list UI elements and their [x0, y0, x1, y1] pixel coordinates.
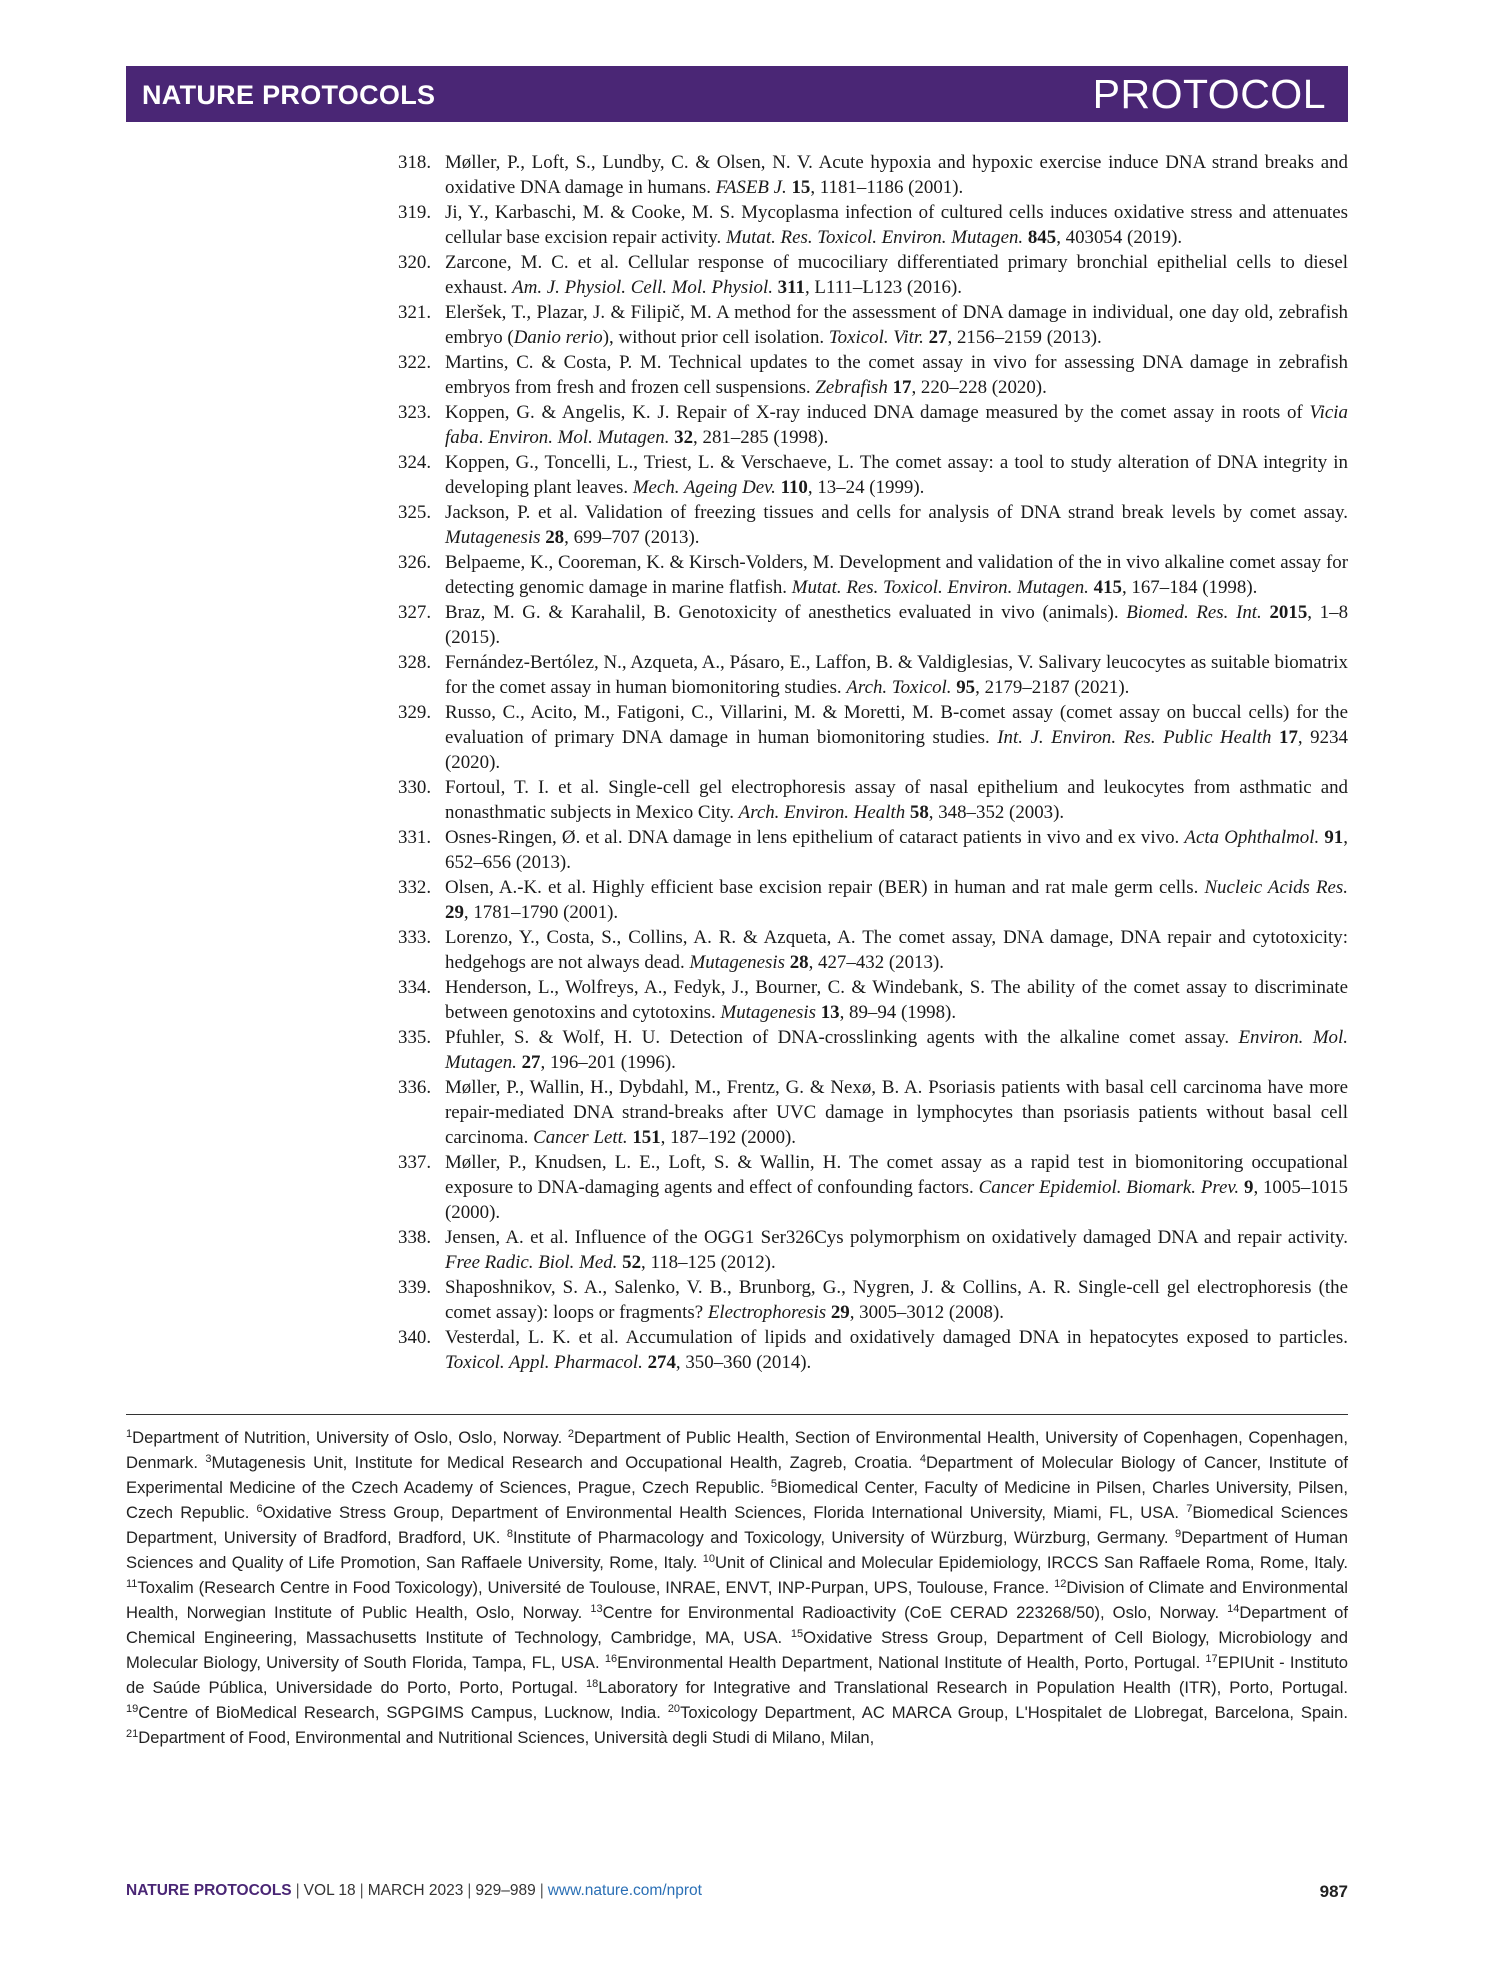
reference-journal: Cancer Epidemiol. Biomark. Prev.	[978, 1177, 1240, 1198]
affiliation-entry	[668, 1703, 1348, 1722]
reference-journal: Mutagenesis	[445, 527, 541, 548]
reference-journal: Cancer Lett.	[533, 1127, 628, 1148]
reference-volume: 311	[777, 277, 805, 298]
affiliation-text: Centre of BioMedical Research, SGPGIMS Campus, Lucknow, India.	[138, 1703, 661, 1722]
reference-authors: Henderson, L., Wolfreys, A., Fedyk, J., Bourner, C. & Windebank, S.	[445, 977, 985, 998]
reference-title-end: .	[478, 427, 484, 448]
reference-title: Accumulation of lipids and oxidatively damaged DNA in hepatocytes exposed to particles.	[625, 1327, 1348, 1348]
reference-item	[398, 1150, 1348, 1225]
reference-pages-year: , 13–24 (1999).	[807, 477, 925, 498]
affiliation-number: 20	[667, 1703, 681, 1715]
reference-item	[398, 1075, 1348, 1150]
affiliation-text: Department of Nutrition, University of Oslo, Oslo, Norway.	[132, 1428, 563, 1447]
reference-journal: Arch. Toxicol.	[846, 677, 952, 698]
reference-journal: Electrophoresis	[707, 1302, 827, 1323]
reference-item	[398, 1275, 1348, 1325]
reference-number: 332.	[398, 877, 432, 898]
reference-authors: Jensen, A. et al.	[445, 1227, 569, 1248]
reference-pages-year: , 652–656 (2013).	[445, 827, 1348, 873]
reference-volume: 151	[632, 1127, 661, 1148]
reference-pages-year: , 2179–2187 (2021).	[975, 677, 1130, 698]
reference-number: 321.	[398, 302, 432, 323]
reference-title: B-comet assay (comet assay on buccal cells) for the evaluation of primary DNA damage in human biomonitoring studies.	[445, 702, 1348, 748]
reference-journal: Zebrafish	[815, 377, 888, 398]
reference-item	[398, 500, 1348, 550]
reference-volume: 415	[1093, 577, 1122, 598]
reference-title: Mycoplasma infection of cultured cells induces oxidative stress and attenuates cellular base excision repair activity.	[445, 202, 1348, 248]
reference-item	[398, 650, 1348, 700]
affiliation-text: Department of Food, Environmental and Nutritional Sciences, Università degli Studi di Milano, Milan,	[138, 1728, 875, 1747]
reference-title: A method for the assessment of DNA damage in individual, one day old, zebrafish embryo (	[445, 302, 1348, 348]
affiliation-text: Institute of Pharmacology and Toxicology, University of Würzburg, Würzburg, Germany.	[512, 1528, 1169, 1547]
reference-journal: Arch. Environ. Health	[738, 802, 906, 823]
reference-number: 326.	[398, 552, 432, 573]
reference-number: 330.	[398, 777, 432, 798]
reference-volume: 110	[780, 477, 808, 498]
reference-authors: Martins, C. & Costa, P. M.	[445, 352, 662, 373]
reference-journal: Mutagenesis	[689, 952, 785, 973]
reference-authors: Lorenzo, Y., Costa, S., Collins, A. R. & Azqueta, A.	[445, 927, 856, 948]
affiliation-text: Oxidative Stress Group, Department of Cell Biology, Microbiology and Molecular Biology, University of South Florida, Tampa, FL, USA.	[126, 1628, 1348, 1672]
reference-title: The comet assay: a tool to study alteration of DNA integrity in developing plant leaves.	[445, 452, 1348, 498]
reference-authors: Olsen, A.-K. et al.	[445, 877, 587, 898]
reference-title: Single-cell gel electrophoresis assay of nasal epithelium and leukocytes from asthmatic and nonasthmatic subjects in Mexico City.	[445, 777, 1349, 823]
reference-volume: 274	[647, 1352, 676, 1373]
affiliation-text: Department of Public Health, Section of Environmental Health, University of Copenhagen, Copenhagen, Denmark.	[126, 1428, 1348, 1472]
reference-item	[398, 200, 1348, 250]
reference-item	[398, 1225, 1348, 1275]
reference-number: 319.	[398, 202, 432, 223]
reference-number: 323.	[398, 402, 432, 423]
affiliation-entry	[126, 1578, 1049, 1597]
reference-journal: Mutat. Res. Toxicol. Environ. Mutagen.	[725, 227, 1024, 248]
affiliation-number: 1	[126, 1428, 133, 1440]
affiliation-entry	[605, 1653, 1200, 1672]
reference-title-species: Danio rerio	[513, 327, 603, 348]
affiliation-text: Oxidative Stress Group, Department of Environmental Health Sciences, Florida International University, Miami, FL, USA.	[262, 1503, 1180, 1522]
affiliation-text: Centre for Environmental Radioactivity (CoE CERAD 223268/50), Oslo, Norway.	[602, 1603, 1220, 1622]
reference-pages-year: , 699–707 (2013).	[564, 527, 700, 548]
reference-title: The ability of the comet assay to discriminate between genotoxins and cytotoxins.	[445, 977, 1348, 1023]
reference-number: 333.	[398, 927, 432, 948]
reference-pages-year: , 118–125 (2012).	[641, 1252, 776, 1273]
reference-volume: 91	[1324, 827, 1344, 848]
reference-pages-year: , 1181–1186 (2001).	[810, 177, 964, 198]
reference-item	[398, 150, 1348, 200]
footer-journal: NATURE PROTOCOLS	[126, 1882, 292, 1899]
reference-title: The comet assay, DNA damage, DNA repair and cytotoxicity: hedgehogs are not always dead.	[445, 927, 1348, 973]
reference-volume: 17	[1279, 727, 1298, 748]
reference-journal: FASEB J.	[715, 177, 787, 198]
reference-journal: Environ. Mol. Mutagen.	[445, 1027, 1348, 1073]
affiliation-text: Mutagenesis Unit, Institute for Medical Research and Occupational Health, Zagreb, Croatia.	[211, 1453, 913, 1472]
reference-number: 329.	[398, 702, 432, 723]
affiliation-number: 18	[586, 1678, 599, 1690]
reference-number: 322.	[398, 352, 432, 373]
reference-title: Detection of DNA-crosslinking agents with the alkaline comet assay.	[669, 1027, 1230, 1048]
reference-pages-year: , 187–192 (2000).	[660, 1127, 797, 1148]
affiliation-entry	[586, 1678, 1348, 1697]
reference-authors: Fernández-Bertólez, N., Azqueta, A., Pásaro, E., Laffon, B. & Valdiglesias, V.	[445, 652, 1034, 673]
affiliation-number: 13	[590, 1603, 603, 1615]
reference-title: DNA damage in lens epithelium of cataract patients in vivo and ex vivo.	[627, 827, 1180, 848]
reference-list	[398, 150, 1348, 1375]
reference-pages-year: , 403054 (2019).	[1056, 227, 1183, 248]
reference-pages-year: , 220–228 (2020).	[911, 377, 1047, 398]
reference-number: 334.	[398, 977, 432, 998]
reference-item	[398, 400, 1348, 450]
reference-title: Salivary leucocytes as suitable biomatrix for the comet assay in human biomonitoring studies.	[445, 652, 1348, 698]
reference-pages-year: , 281–285 (1998).	[693, 427, 829, 448]
reference-volume: 9	[1243, 1177, 1254, 1198]
reference-volume: 27	[928, 327, 948, 348]
reference-journal: Am. J. Physiol. Cell. Mol. Physiol.	[512, 277, 773, 298]
affiliation-entry	[703, 1553, 1348, 1572]
footer-date: MARCH 2023	[367, 1882, 464, 1899]
affiliation-number: 19	[126, 1703, 139, 1715]
reference-journal: Mutat. Res. Toxicol. Environ. Mutagen.	[791, 577, 1089, 598]
reference-title: Genotoxicity of anesthetics evaluated in vivo (animals).	[678, 602, 1119, 623]
reference-volume: 29	[830, 1302, 850, 1323]
reference-number: 327.	[398, 602, 432, 623]
reference-authors: Fortoul, T. I. et al.	[445, 777, 600, 798]
reference-volume: 17	[892, 377, 912, 398]
reference-pages-year: , 1781–1790 (2001).	[463, 902, 619, 923]
reference-item	[398, 1025, 1348, 1075]
reference-pages-year: , 89–94 (1998).	[839, 1002, 957, 1023]
affiliation-text: Toxicology Department, AC MARCA Group, L'Hospitalet de Llobregat, Barcelona, Spain.	[680, 1703, 1348, 1722]
affiliation-number: 16	[604, 1653, 618, 1665]
affiliation-entry	[126, 1428, 562, 1447]
affiliation-entry	[126, 1703, 661, 1722]
page-footer: NATURE PROTOCOLS | VOL 18 | MARCH 2023 | 929–989 | www.nature.com/nprot 987	[126, 1882, 1348, 1901]
reference-journal: Environ. Mol. Mutagen.	[488, 427, 670, 448]
affiliation-number: 6	[256, 1503, 263, 1515]
reference-volume: 2015	[1269, 602, 1308, 623]
reference-journal: Mutagenesis	[720, 1002, 816, 1023]
reference-journal: Toxicol. Vitr.	[828, 327, 924, 348]
reference-item	[398, 925, 1348, 975]
reference-journal: Free Radic. Biol. Med.	[445, 1252, 618, 1273]
affiliation-text: Toxalim (Research Centre in Food Toxicology), Université de Toulouse, INRAE, ENVT, INP-Purpan, UPS, Toulouse, France.	[137, 1578, 1050, 1597]
reference-authors: Osnes-Ringen, Ø. et al.	[445, 827, 623, 848]
reference-authors: Zarcone, M. C. et al.	[445, 252, 619, 273]
reference-journal: Int. J. Environ. Res. Public Health	[997, 727, 1272, 748]
reference-title: Cellular response of mucociliary differentiated primary bronchial epithelial cells to diesel exhaust.	[445, 252, 1349, 298]
reference-authors: Vesterdal, L. K. et al.	[445, 1327, 619, 1348]
reference-volume: 845	[1027, 227, 1057, 248]
reference-authors: Ji, Y., Karbaschi, M. & Cooke, M. S.	[445, 202, 735, 223]
reference-authors: Møller, P., Knudsen, L. E., Loft, S. & Wallin, H.	[445, 1152, 842, 1173]
reference-journal: Biomed. Res. Int.	[1126, 602, 1262, 623]
reference-journal: Toxicol. Appl. Pharmacol.	[445, 1352, 643, 1373]
reference-pages-year: , 1–8 (2015).	[445, 602, 1349, 648]
reference-number: 335.	[398, 1027, 432, 1048]
affiliation-number: 7	[1186, 1503, 1193, 1515]
reference-pages-year: , 350–360 (2014).	[675, 1352, 812, 1373]
affiliation-entry	[205, 1453, 912, 1472]
reference-authors: Russo, C., Acito, M., Fatigoni, C., Villarini, M. & Moretti, M.	[445, 702, 934, 723]
reference-item	[398, 550, 1348, 600]
affiliation-number: 8	[506, 1528, 513, 1540]
footer-pages: 929–989	[475, 1882, 536, 1899]
reference-authors: Koppen, G. & Angelis, K. J.	[445, 402, 670, 423]
reference-item	[398, 300, 1348, 350]
reference-title: Development and validation of the in vivo alkaline comet assay for detecting genomic damage in marine flatfish.	[445, 552, 1348, 598]
reference-number: 336.	[398, 1077, 432, 1098]
reference-title: Influence of the OGG1 Ser326Cys polymorphism on oxidatively damaged DNA and repair activity.	[574, 1227, 1348, 1248]
affiliation-number: 21	[126, 1728, 139, 1740]
reference-authors: Braz, M. G. & Karahalil, B.	[445, 602, 671, 623]
affiliation-text: EPIUnit - Instituto de Saúde Pública, Universidade do Porto, Porto, Portugal.	[126, 1653, 1348, 1697]
reference-authors: Jackson, P. et al.	[445, 502, 578, 523]
reference-volume: 95	[956, 677, 976, 698]
reference-pages-year: , 1005–1015 (2000).	[445, 1177, 1348, 1223]
affiliation-text: Department of Chemical Engineering, Massachusetts Institute of Technology, Cambridge, MA, USA.	[126, 1603, 1348, 1647]
affiliation-entry	[126, 1728, 874, 1747]
reference-authors: Koppen, G., Toncelli, L., Triest, L. & Verschaeve, L.	[445, 452, 855, 473]
reference-item	[398, 700, 1348, 775]
affiliation-number: 15	[790, 1628, 804, 1640]
reference-pages-year: , 2156–2159 (2013).	[947, 327, 1102, 348]
reference-pages-year: , 427–432 (2013).	[808, 952, 944, 973]
affiliation-divider	[126, 1414, 1348, 1415]
reference-pages-year: , L111–L123 (2016).	[804, 277, 963, 298]
reference-pages-year: , 9234 (2020).	[445, 727, 1348, 773]
reference-item	[398, 250, 1348, 300]
reference-volume: 32	[674, 427, 694, 448]
reference-item	[398, 600, 1348, 650]
reference-number: 328.	[398, 652, 432, 673]
reference-authors: Belpaeme, K., Cooreman, K. & Kirsch-Volders, M.	[445, 552, 835, 573]
affiliation-text: Environmental Health Department, National Institute of Health, Porto, Portugal.	[617, 1653, 1201, 1672]
footer-url-link[interactable]: www.nature.com/nprot	[547, 1882, 702, 1899]
reference-title-end: ), without prior cell isolation.	[602, 327, 825, 348]
reference-volume: 28	[545, 527, 565, 548]
reference-volume: 13	[820, 1002, 840, 1023]
reference-pages-year: , 348–352 (2003).	[928, 802, 1065, 823]
affiliation-number: 3	[205, 1453, 212, 1465]
affiliation-entry	[590, 1603, 1219, 1622]
reference-pages-year: , 167–184 (1998).	[1121, 577, 1258, 598]
reference-authors: Pfuhler, S. & Wolf, H. U.	[445, 1027, 661, 1048]
reference-title: Highly efficient base excision repair (BER) in human and rat male germ cells.	[592, 877, 1199, 898]
affiliation-text: Biomedical Sciences Department, University of Bradford, Bradford, UK.	[126, 1503, 1348, 1547]
reference-authors: Møller, P., Wallin, H., Dybdahl, M., Frentz, G. & Nexø, B. A.	[445, 1077, 923, 1098]
reference-item	[398, 450, 1348, 500]
affiliation-text: Department of Human Sciences and Quality of Life Promotion, San Raffaele University, Rome, Italy.	[126, 1528, 1348, 1572]
reference-number: 338.	[398, 1227, 432, 1248]
reference-journal: Nucleic Acids Res.	[1204, 877, 1348, 898]
affiliation-number: 14	[1227, 1603, 1240, 1615]
reference-authors: Eleršek, T., Plazar, J. & Filipič, M.	[445, 302, 712, 323]
reference-authors: Møller, P., Loft, S., Lundby, C. & Olsen, N. V.	[445, 152, 813, 173]
reference-item	[398, 1325, 1348, 1375]
reference-title: Acute hypoxia and hypoxic exercise induce DNA strand breaks and oxidative DNA damage in humans.	[445, 152, 1348, 198]
affiliation-number: 5	[770, 1478, 777, 1490]
reference-title: Technical updates to the comet assay in vivo for assessing DNA damage in zebrafish embryos from fresh and frozen cell suspensions.	[445, 352, 1348, 398]
reference-item	[398, 825, 1348, 875]
affiliations-block	[126, 1425, 1348, 1750]
affiliation-number: 4	[919, 1453, 926, 1465]
reference-volume: 28	[789, 952, 809, 973]
reference-number: 325.	[398, 502, 432, 523]
reference-title-species: Vicia faba	[445, 402, 1348, 448]
reference-volume: 15	[791, 177, 811, 198]
affiliation-number: 12	[1054, 1578, 1067, 1590]
reference-volume: 29	[445, 902, 464, 923]
affiliation-number: 17	[1205, 1653, 1218, 1665]
affiliation-text: Biomedical Center, Faculty of Medicine in Pilsen, Charles University, Pilsen, Czech Republic.	[126, 1478, 1348, 1522]
reference-title: Validation of freezing tissues and cells for analysis of DNA strand break levels by comet assay.	[585, 502, 1348, 523]
reference-title: Psoriasis patients with basal cell carcinoma have more repair-mediated DNA strand-breaks after UVC damage in lymphocytes than psoriasis patients without basal cell carcinoma.	[445, 1077, 1348, 1148]
page-number: 987	[1319, 1882, 1348, 1901]
reference-title: The comet assay as a rapid test in biomonitoring occupational exposure to DNA-damaging agents and effect of confounding factors.	[445, 1152, 1348, 1198]
reference-title: Repair of X-ray induced DNA damage measured by the comet assay in roots of	[676, 402, 1303, 423]
reference-volume: 52	[622, 1252, 642, 1273]
affiliation-entry	[507, 1528, 1169, 1547]
reference-pages-year: , 3005–3012 (2008).	[849, 1302, 1004, 1323]
reference-number: 331.	[398, 827, 432, 848]
affiliation-number: 9	[1174, 1528, 1182, 1540]
reference-item	[398, 875, 1348, 925]
reference-journal: Acta Ophthalmol.	[1184, 827, 1320, 848]
affiliation-text: Unit of Clinical and Molecular Epidemiology, IRCCS San Raffaele Roma, Rome, Italy.	[715, 1553, 1348, 1572]
journal-name: NATURE PROTOCOLS	[142, 80, 436, 110]
reference-item	[398, 975, 1348, 1025]
page-header-bar	[126, 66, 1348, 122]
reference-journal: Mech. Ageing Dev.	[632, 477, 776, 498]
affiliation-text: Department of Molecular Biology of Cancer, Institute of Experimental Medicine of the Czech Academy of Sciences, Prague, Czech Republic.	[126, 1453, 1348, 1497]
reference-number: 339.	[398, 1277, 432, 1298]
footer-volume: VOL 18	[303, 1882, 356, 1899]
affiliation-text: Division of Climate and Environmental Health, Norwegian Institute of Public Health, Oslo, Norway.	[126, 1578, 1348, 1622]
affiliation-entry	[257, 1503, 1179, 1522]
reference-number: 337.	[398, 1152, 432, 1173]
affiliation-number: 10	[702, 1553, 716, 1565]
reference-item	[398, 775, 1348, 825]
article-type: PROTOCOL	[1092, 71, 1326, 117]
reference-number: 320.	[398, 252, 432, 273]
affiliation-number: 2	[567, 1428, 574, 1440]
reference-pages-year: , 196–201 (1996).	[540, 1052, 676, 1073]
reference-title: Single-cell gel electrophoresis (the comet assay): loops or fragments?	[445, 1277, 1348, 1323]
affiliation-number: 11	[126, 1578, 138, 1590]
reference-item	[398, 350, 1348, 400]
reference-volume: 27	[521, 1052, 541, 1073]
reference-volume: 58	[909, 802, 929, 823]
reference-number: 324.	[398, 452, 432, 473]
reference-number: 340.	[398, 1327, 432, 1348]
affiliation-text: Laboratory for Integrative and Translational Research in Population Health (ITR), Porto, Portugal.	[598, 1678, 1348, 1697]
reference-number: 318.	[398, 152, 432, 173]
reference-authors: Shaposhnikov, S. A., Salenko, V. B., Brunborg, G., Nygren, J. & Collins, A. R.	[445, 1277, 1071, 1298]
